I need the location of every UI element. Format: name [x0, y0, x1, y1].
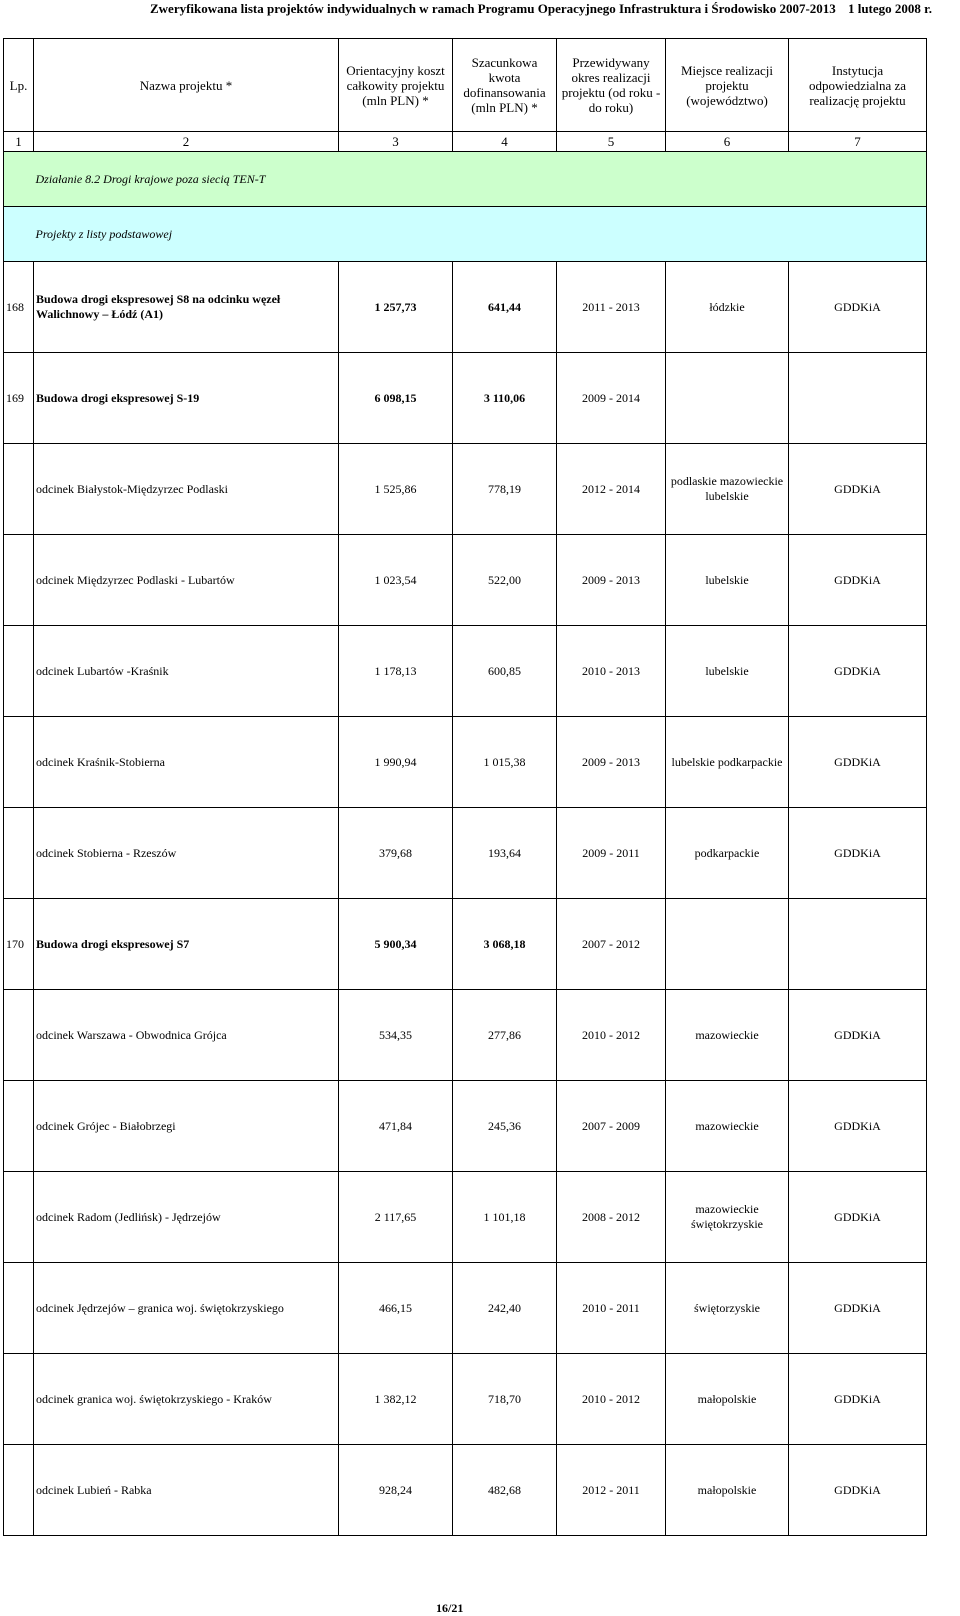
row-lp — [4, 1172, 34, 1263]
header-lp: Lp. — [4, 39, 34, 132]
row-place: podlaskie mazowieckie lubelskie — [666, 444, 789, 535]
row-place: mazowieckie — [666, 1081, 789, 1172]
table-row — [4, 1172, 927, 1263]
row-institution — [789, 899, 927, 990]
section-spacer — [4, 207, 34, 262]
table-row — [4, 1081, 927, 1172]
row-lp — [4, 626, 34, 717]
table-row — [4, 262, 927, 353]
document-date: 1 lutego 2008 r. — [847, 1, 932, 16]
row-lp — [4, 444, 34, 535]
column-number: 1 — [4, 132, 34, 152]
row-cofinancing: 193,64 — [453, 808, 557, 899]
column-number: 5 — [557, 132, 666, 152]
row-period: 2010 - 2011 — [557, 1263, 666, 1354]
column-numbers-row — [4, 132, 927, 152]
row-cost: 5 900,34 — [339, 899, 453, 990]
row-name: odcinek Kraśnik-Stobierna — [34, 717, 339, 808]
row-institution: GDDKiA — [789, 1445, 927, 1536]
row-name: odcinek Jędrzejów – granica woj. świętokrzyskiego — [34, 1263, 339, 1354]
row-period: 2010 - 2012 — [557, 1354, 666, 1445]
row-place: mazowieckie świętokrzyskie — [666, 1172, 789, 1263]
row-cost: 1 178,13 — [339, 626, 453, 717]
row-lp: 168 — [4, 262, 34, 353]
row-place: małopolskie — [666, 1354, 789, 1445]
row-lp — [4, 1445, 34, 1536]
row-name: odcinek Stobierna - Rzeszów — [34, 808, 339, 899]
table-row — [4, 990, 927, 1081]
row-lp — [4, 717, 34, 808]
row-lp — [4, 990, 34, 1081]
row-name: Budowa drogi ekspresowej S8 na odcinku węzeł Walichnowy – Łódź (A1) — [34, 262, 339, 353]
row-institution: GDDKiA — [789, 444, 927, 535]
row-name: odcinek Warszawa - Obwodnica Grójca — [34, 990, 339, 1081]
row-name: odcinek Lubartów -Kraśnik — [34, 626, 339, 717]
row-institution: GDDKiA — [789, 990, 927, 1081]
row-cofinancing: 600,85 — [453, 626, 557, 717]
row-place: mazowieckie — [666, 990, 789, 1081]
row-period: 2011 - 2013 — [557, 262, 666, 353]
header-row — [4, 39, 927, 132]
column-number: 7 — [789, 132, 927, 152]
column-number: 4 — [453, 132, 557, 152]
row-lp: 169 — [4, 353, 34, 444]
row-cost: 471,84 — [339, 1081, 453, 1172]
row-period: 2009 - 2014 — [557, 353, 666, 444]
row-institution: GDDKiA — [789, 262, 927, 353]
section-action-row — [4, 152, 927, 207]
row-institution: GDDKiA — [789, 808, 927, 899]
header-name: Nazwa projektu * — [34, 39, 339, 132]
row-period: 2010 - 2013 — [557, 626, 666, 717]
row-lp: 170 — [4, 899, 34, 990]
row-cofinancing: 641,44 — [453, 262, 557, 353]
row-place: łódzkie — [666, 262, 789, 353]
row-period: 2012 - 2011 — [557, 1445, 666, 1536]
row-cofinancing: 522,00 — [453, 535, 557, 626]
table-row — [4, 1263, 927, 1354]
row-cofinancing: 277,86 — [453, 990, 557, 1081]
row-cost: 1 990,94 — [339, 717, 453, 808]
row-cofinancing: 1 101,18 — [453, 1172, 557, 1263]
row-period: 2009 - 2013 — [557, 535, 666, 626]
table-row — [4, 808, 927, 899]
row-name: odcinek granica woj. świętokrzyskiego - Kraków — [34, 1354, 339, 1445]
row-lp — [4, 535, 34, 626]
table-row — [4, 717, 927, 808]
column-number: 2 — [34, 132, 339, 152]
row-name: odcinek Międzyrzec Podlaski - Lubartów — [34, 535, 339, 626]
row-cofinancing: 245,36 — [453, 1081, 557, 1172]
row-cofinancing: 1 015,38 — [453, 717, 557, 808]
row-cost: 379,68 — [339, 808, 453, 899]
row-place — [666, 899, 789, 990]
row-cost: 6 098,15 — [339, 353, 453, 444]
header-cofinancing: Szacunkowa kwota dofinansowania (mln PLN) * — [453, 39, 557, 132]
row-place: świętorzyskie — [666, 1263, 789, 1354]
table-row — [4, 444, 927, 535]
column-number: 6 — [666, 132, 789, 152]
row-name: odcinek Radom (Jedlińsk) - Jędrzejów — [34, 1172, 339, 1263]
row-cost: 1 023,54 — [339, 535, 453, 626]
header-cost: Orientacyjny koszt całkowity projektu (mln PLN) * — [339, 39, 453, 132]
row-cofinancing: 482,68 — [453, 1445, 557, 1536]
row-lp — [4, 808, 34, 899]
row-institution — [789, 353, 927, 444]
row-cost: 534,35 — [339, 990, 453, 1081]
row-name: Budowa drogi ekspresowej S7 — [34, 899, 339, 990]
row-institution: GDDKiA — [789, 1172, 927, 1263]
row-cofinancing: 3 110,06 — [453, 353, 557, 444]
row-institution: GDDKiA — [789, 535, 927, 626]
row-place: lubelskie — [666, 626, 789, 717]
row-period: 2009 - 2011 — [557, 808, 666, 899]
row-name: odcinek Lubień - Rabka — [34, 1445, 339, 1536]
row-place — [666, 353, 789, 444]
row-period: 2008 - 2012 — [557, 1172, 666, 1263]
table-row — [4, 1445, 927, 1536]
row-lp — [4, 1354, 34, 1445]
row-place: podkarpackie — [666, 808, 789, 899]
row-period: 2007 - 2009 — [557, 1081, 666, 1172]
row-institution: GDDKiA — [789, 1354, 927, 1445]
row-lp — [4, 1263, 34, 1354]
section-list-row — [4, 207, 927, 262]
projects-table — [3, 38, 927, 1536]
row-cofinancing: 3 068,18 — [453, 899, 557, 990]
row-name: odcinek Białystok-Międzyrzec Podlaski — [34, 444, 339, 535]
row-lp — [4, 1081, 34, 1172]
section-spacer — [4, 152, 34, 207]
row-cost: 1 382,12 — [339, 1354, 453, 1445]
table-row — [4, 535, 927, 626]
header-institution: Instytucja odpowiedzialna za realizację projektu — [789, 39, 927, 132]
row-name: odcinek Grójec - Białobrzegi — [34, 1081, 339, 1172]
row-cofinancing: 242,40 — [453, 1263, 557, 1354]
row-institution: GDDKiA — [789, 1081, 927, 1172]
row-institution: GDDKiA — [789, 717, 927, 808]
row-period: 2009 - 2013 — [557, 717, 666, 808]
section-list-label: Projekty z listy podstawowej — [34, 207, 927, 262]
table-row — [4, 1354, 927, 1445]
row-cofinancing: 778,19 — [453, 444, 557, 535]
row-institution: GDDKiA — [789, 626, 927, 717]
row-cost: 1 525,86 — [339, 444, 453, 535]
row-period: 2012 - 2014 — [557, 444, 666, 535]
column-number: 3 — [339, 132, 453, 152]
header-period: Przewidywany okres realizacji projektu (od roku - do roku) — [557, 39, 666, 132]
section-action-label: Działanie 8.2 Drogi krajowe poza siecią TEN-T — [34, 152, 927, 207]
row-name: Budowa drogi ekspresowej S-19 — [34, 353, 339, 444]
row-place: lubelskie podkarpackie — [666, 717, 789, 808]
row-place: małopolskie — [666, 1445, 789, 1536]
header-place: Miejsce realizacji projektu (województwo) — [666, 39, 789, 132]
page-number: 16/21 — [436, 1601, 464, 1615]
document-title: Zweryfikowana lista projektów indywidualnych w ramach Programu Operacyjnego Infrastruktura i Środowisko 2007-2013 — [150, 1, 836, 16]
table-row — [4, 353, 927, 444]
row-cost: 928,24 — [339, 1445, 453, 1536]
row-cofinancing: 718,70 — [453, 1354, 557, 1445]
row-institution: GDDKiA — [789, 1263, 927, 1354]
row-period: 2007 - 2012 — [557, 899, 666, 990]
table-row — [4, 899, 927, 990]
row-cost: 466,15 — [339, 1263, 453, 1354]
row-place: lubelskie — [666, 535, 789, 626]
row-period: 2010 - 2012 — [557, 990, 666, 1081]
table-row — [4, 626, 927, 717]
row-cost: 2 117,65 — [339, 1172, 453, 1263]
row-cost: 1 257,73 — [339, 262, 453, 353]
